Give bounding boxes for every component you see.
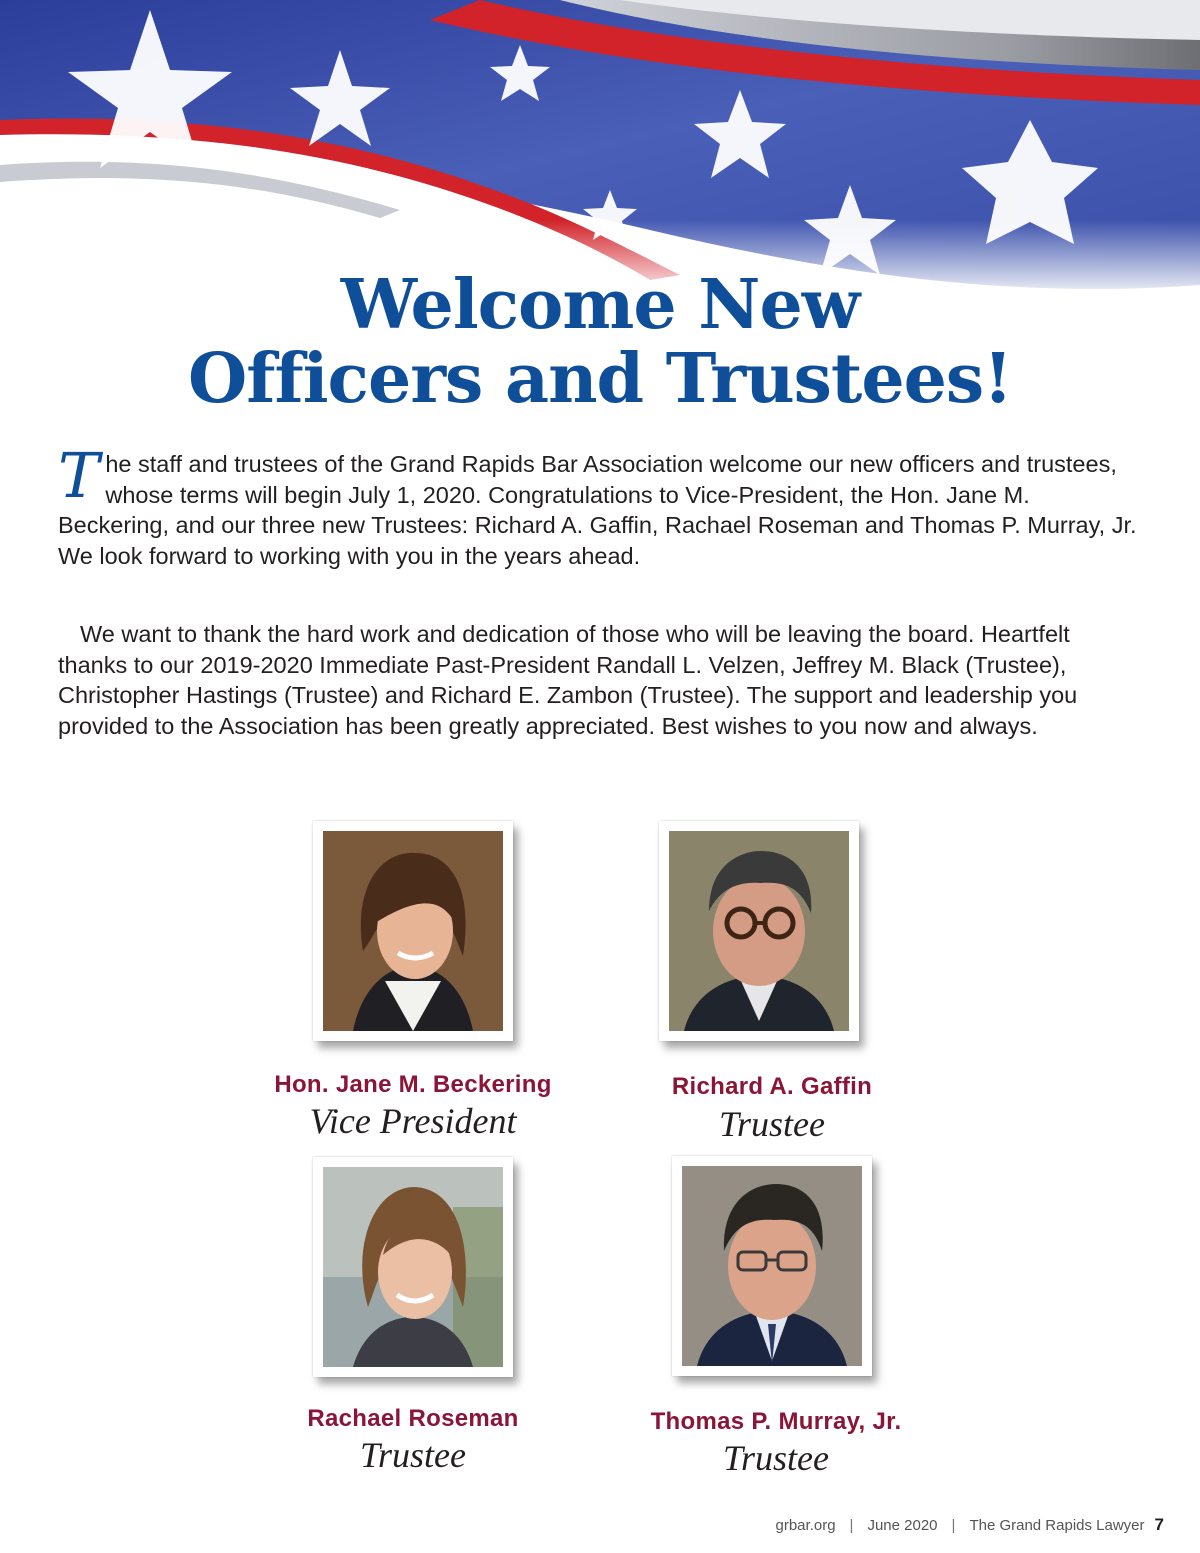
title-line-1: Welcome New xyxy=(340,265,860,345)
flag-banner-image xyxy=(0,0,1200,300)
page-footer xyxy=(776,1515,1165,1545)
person-name-roseman: Rachael Roseman xyxy=(307,1405,519,1432)
person-name-gaffin: Richard A. Gaffin xyxy=(671,1073,873,1100)
footer-publication: The Grand Rapids Lawyer xyxy=(969,1517,1145,1534)
portrait-photo-murray xyxy=(672,1156,872,1376)
footer-site: grbar.org xyxy=(775,1517,836,1534)
portrait-photo-gaffin xyxy=(659,821,859,1041)
person-role-roseman: Trustee xyxy=(359,1435,466,1475)
footer-divider: | xyxy=(849,1517,854,1534)
footer-date: June 2020 xyxy=(867,1517,938,1534)
person-name-beckering: Hon. Jane M. Beckering xyxy=(274,1071,552,1098)
intro-paragraph-2: We want to thank the hard work and dedication of those who will be leaving the board. Heartfelt thanks to our 2019-2020 Immediate Past-President Randall L. Velzen, Jeffrey M. Black (Trustee), Christopher Hastings (Trustee) and Richard E. Zambon (Trustee). The support and leadership you provided to the Association has been greatly appreciated. Best wishes to you now and always. xyxy=(58,621,1078,739)
footer-divider: | xyxy=(951,1517,956,1534)
person-role-murray: Trustee xyxy=(722,1438,829,1478)
intro-paragraph-1 xyxy=(58,439,1142,571)
portrait-photo-beckering xyxy=(313,821,513,1041)
portrait-photo-roseman xyxy=(313,1157,513,1377)
page-title xyxy=(0,265,1200,419)
page-number: 7 xyxy=(1154,1515,1164,1534)
drop-cap: T xyxy=(58,439,100,512)
intro-paragraph-1-text: he staff and trustees of the Grand Rapids Bar Association welcome our new officers and trustees, whose terms will begin July 1, 2020. Congratulations to Vice-President, the Hon. Jane M. Beckering, and our three new Trustees: Richard A. Gaffin, Rachael Roseman and Thomas P. Murray, Jr. We look forward to working with you in the years ahead. xyxy=(58,451,1137,569)
person-role-beckering: Vice President xyxy=(309,1101,517,1141)
person-role-gaffin: Trustee xyxy=(718,1104,825,1144)
title-line-2: Officers and Trustees! xyxy=(187,339,1012,419)
person-name-murray: Thomas P. Murray, Jr. xyxy=(650,1408,902,1435)
